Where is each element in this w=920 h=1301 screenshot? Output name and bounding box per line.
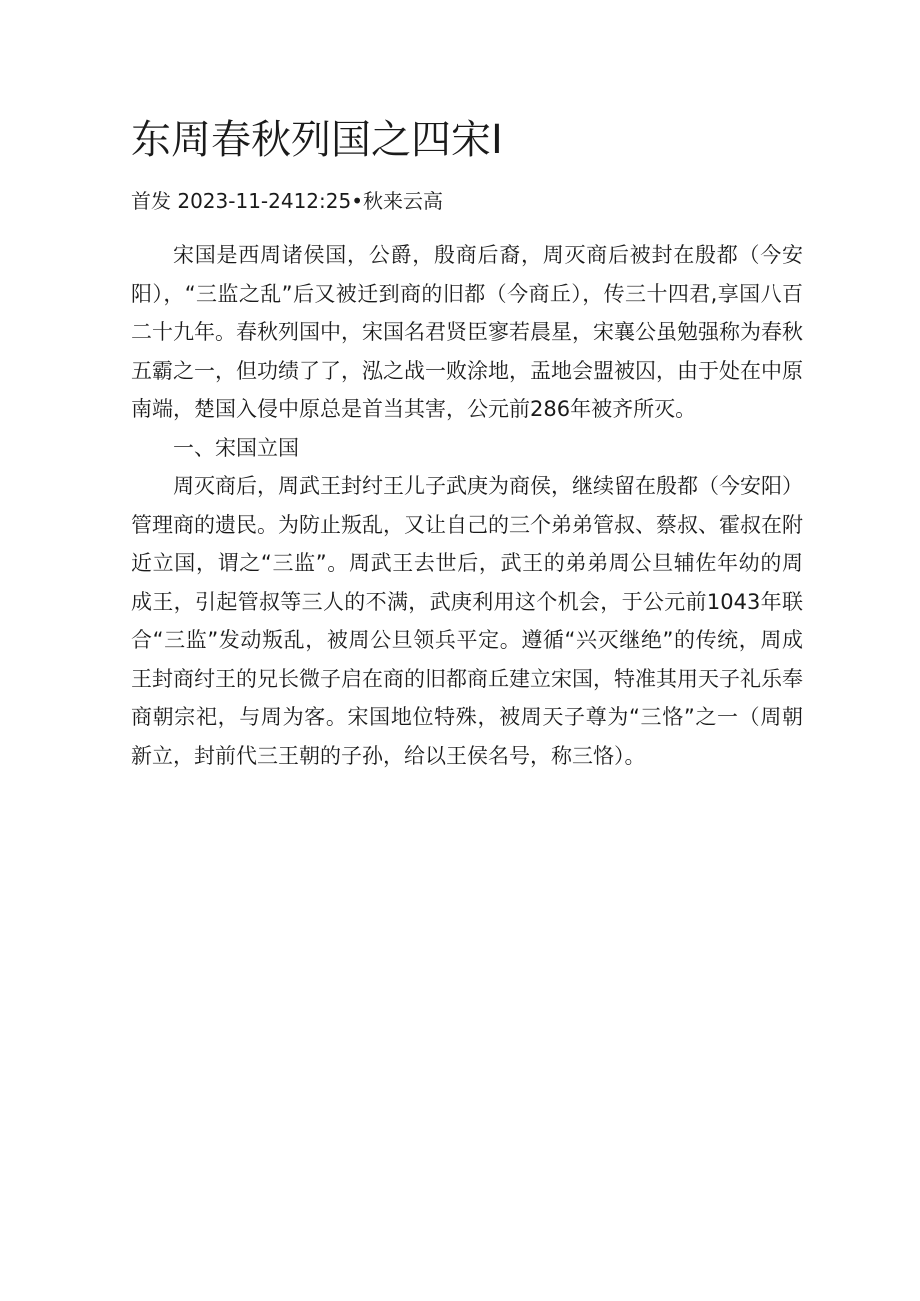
paragraph-intro: 宋国是西周诸侯国，公爵，殷商后裔，周灭商后被封在殷都（今安阳），“三监之乱”后又被迁到商的旧都（今商丘），传三十四君,享国八百二十九年。春秋列国中，宋国名君贤臣寥若晨星，宋襄公虽勉强称为春秋五霸之一，但功绩了了，泓之战一败涂地，盂地会盟被囚，由于处在中原南端，楚国入侵中原总是首当其害，公元前286年被齐所灭。	[131, 243, 803, 421]
section-heading: 一、宋国立国	[173, 435, 299, 460]
article-meta: 首发 2023-11-2412:25•秋来云高	[131, 189, 444, 213]
article-body	[131, 236, 803, 775]
page-title: 东周春秋列国之四宋Ⅰ	[131, 117, 503, 163]
paragraph-founding: 周灭商后，周武王封纣王儿子武庚为商侯，继续留在殷都（今安阳）管理商的遗民。为防止叛乱，又让自己的三个弟弟管叔、蔡叔、霍叔在附近立国，谓之“三监”。周武王去世后，武王的弟弟周公旦辅佐年幼的周成王，引起管叔等三人的不满，武庚利用这个机会，于公元前1043年联合“三监”发动叛乱，被周公旦领兵平定。遵循“兴灭继绝”的传统，周成王封商纣王的兄长微子启在商的旧都商丘建立宋国，特准其用天子礼乐奉商朝宗祀，与周为客。宋国地位特殊，被周天子尊为“三恪”之一（周朝新立，封前代三王朝的子孙，给以王侯名号，称三恪）。	[131, 474, 803, 768]
